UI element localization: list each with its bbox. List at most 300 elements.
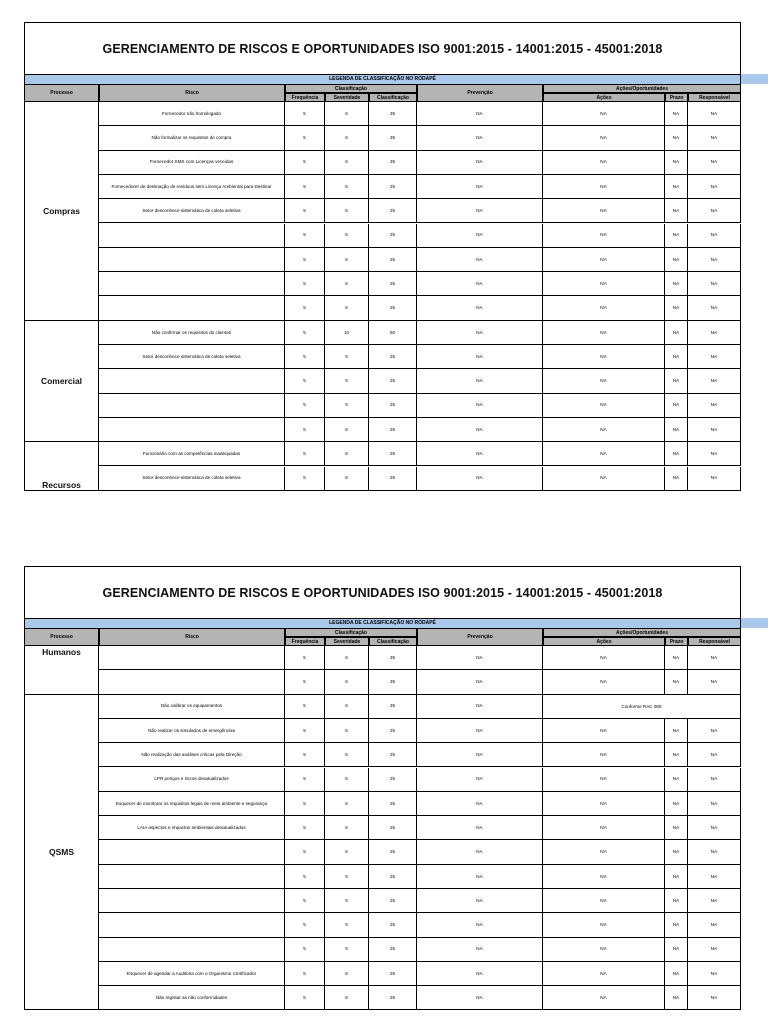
header-classificacao: Classificação	[285, 628, 417, 637]
cell-prazo: NA	[665, 151, 688, 175]
cell-frequencia: 5	[285, 126, 325, 150]
table-row	[24, 175, 741, 199]
cell-responsavel: NA	[688, 986, 741, 1010]
header-risco: Risco	[99, 84, 285, 102]
cell-prevencao: NA	[417, 442, 543, 466]
cell-severidade: 5	[325, 467, 369, 491]
cell-classificacao: 25	[369, 369, 417, 393]
cell-risco: Fornecedor não homologado	[99, 102, 285, 126]
cell-frequencia: 5	[285, 962, 325, 986]
table-row	[24, 719, 741, 743]
cell-classificacao: 25	[369, 646, 417, 670]
cell-prazo: NA	[665, 102, 688, 126]
cell-frequencia: 5	[285, 102, 325, 126]
table-row	[24, 840, 741, 864]
cell-acoes: NA	[543, 321, 665, 345]
cell-responsavel: NA	[688, 224, 741, 248]
cell-prazo: NA	[665, 224, 688, 248]
cell-risco	[99, 646, 285, 670]
table-row	[24, 938, 741, 962]
cell-acoes: NA	[543, 792, 665, 816]
table-row	[24, 646, 741, 670]
cell-acoes: NA	[543, 743, 665, 767]
cell-prazo: NA	[665, 467, 688, 491]
header-acoes-oportunidades: Ações/Oportunidades	[543, 84, 741, 93]
cell-acoes: NA	[543, 768, 665, 792]
cell-classificacao: 25	[369, 913, 417, 937]
cell-risco: Fornecedor SMS com Licenças vencidas	[99, 151, 285, 175]
cell-acoes: NA	[543, 962, 665, 986]
header-severidade: Severidade	[325, 637, 369, 646]
header-processo: Processo	[24, 84, 99, 102]
cell-risco	[99, 865, 285, 889]
cell-severidade: 5	[325, 175, 369, 199]
cell-prazo: NA	[665, 840, 688, 864]
cell-prevencao: NA	[417, 840, 543, 864]
title-box	[24, 566, 741, 618]
cell-responsavel: NA	[688, 743, 741, 767]
cell-classificacao: 25	[369, 938, 417, 962]
process-label: Humanos	[24, 646, 99, 695]
header-prazo: Prazo	[665, 637, 688, 646]
header-acoes: Ações	[543, 637, 665, 646]
header-frequencia: Frequência	[285, 637, 325, 646]
header-prevencao: Prevenção	[417, 628, 543, 646]
cell-acoes: NA	[543, 865, 665, 889]
page-title: GERENCIAMENTO DE RISCOS E OPORTUNIDADES ISO 9001:2015 - 14001:2015 - 45001:2018	[102, 585, 663, 600]
table-row	[24, 126, 741, 150]
cell-responsavel: NA	[688, 369, 741, 393]
cell-classificacao: 25	[369, 345, 417, 369]
cell-prazo: NA	[665, 199, 688, 223]
cell-prazo: NA	[665, 913, 688, 937]
cell-acoes: NA	[543, 442, 665, 466]
cell-prevencao: NA	[417, 986, 543, 1010]
cell-responsavel: NA	[688, 646, 741, 670]
cell-acoes: NA	[543, 102, 665, 126]
table-row	[24, 467, 741, 491]
cell-severidade: 5	[325, 272, 369, 296]
cell-prazo: NA	[665, 962, 688, 986]
cell-acoes: NA	[543, 816, 665, 840]
cell-prevencao: NA	[417, 394, 543, 418]
table-row	[24, 296, 741, 320]
table-row	[24, 248, 741, 272]
cell-prazo: NA	[665, 743, 688, 767]
cell-severidade: 5	[325, 248, 369, 272]
cell-acoes: NA	[543, 986, 665, 1010]
cell-classificacao: 25	[369, 199, 417, 223]
cell-responsavel: NA	[688, 394, 741, 418]
process-label: Compras	[24, 102, 99, 321]
cell-frequencia: 5	[285, 224, 325, 248]
cell-acoes: NA	[543, 199, 665, 223]
cell-frequencia: 5	[285, 646, 325, 670]
cell-classificacao: 25	[369, 151, 417, 175]
table-row	[24, 272, 741, 296]
cell-frequencia: 5	[285, 695, 325, 719]
cell-prevencao: NA	[417, 670, 543, 694]
cell-classificacao: 25	[369, 719, 417, 743]
cell-responsavel: NA	[688, 248, 741, 272]
cell-responsavel: NA	[688, 840, 741, 864]
legend-extension	[741, 618, 768, 628]
cell-classificacao: 25	[369, 670, 417, 694]
cell-severidade: 5	[325, 646, 369, 670]
cell-classificacao: 25	[369, 962, 417, 986]
cell-prevencao: NA	[417, 224, 543, 248]
cell-risco	[99, 369, 285, 393]
cell-frequencia: 5	[285, 345, 325, 369]
cell-acoes-merged: Conforme RAC 005	[543, 695, 741, 719]
cell-responsavel: NA	[688, 670, 741, 694]
cell-severidade: 5	[325, 816, 369, 840]
cell-severidade: 5	[325, 962, 369, 986]
cell-frequencia: 5	[285, 151, 325, 175]
cell-risco: Não calibrar os equipamentos	[99, 695, 285, 719]
cell-prazo: NA	[665, 986, 688, 1010]
cell-risco: LPR perigos e riscos desatualizados	[99, 768, 285, 792]
header-frequencia: Frequência	[285, 93, 325, 102]
cell-prevencao: NA	[417, 369, 543, 393]
cell-prazo: NA	[665, 442, 688, 466]
table-row	[24, 199, 741, 223]
cell-prevencao: NA	[417, 102, 543, 126]
legend-bar	[24, 74, 768, 84]
cell-frequencia: 5	[285, 913, 325, 937]
cell-severidade: 5	[325, 768, 369, 792]
cell-acoes: NA	[543, 151, 665, 175]
cell-prazo: NA	[665, 816, 688, 840]
legend-bar	[24, 618, 768, 628]
table-header	[24, 628, 741, 646]
cell-classificacao: 25	[369, 768, 417, 792]
cell-risco: Fornecedorer de destinação de resíduos sem Licença Ambiental para Destinar	[99, 175, 285, 199]
title-box	[24, 22, 741, 74]
cell-responsavel: NA	[688, 442, 741, 466]
cell-severidade: 5	[325, 442, 369, 466]
cell-responsavel: NA	[688, 151, 741, 175]
header-responsavel: Responsável	[688, 637, 741, 646]
cell-responsavel: NA	[688, 345, 741, 369]
cell-classificacao: 25	[369, 986, 417, 1010]
cell-classificacao: 25	[369, 467, 417, 491]
cell-classificacao: 25	[369, 296, 417, 320]
cell-prazo: NA	[665, 126, 688, 150]
cell-risco: Não confirmar os requisitos do clientes	[99, 321, 285, 345]
cell-prevencao: NA	[417, 175, 543, 199]
cell-prazo: NA	[665, 321, 688, 345]
table-row	[24, 418, 741, 442]
cell-prevencao: NA	[417, 962, 543, 986]
cell-classificacao: 25	[369, 418, 417, 442]
cell-frequencia: 5	[285, 394, 325, 418]
table-row	[24, 768, 741, 792]
cell-risco	[99, 296, 285, 320]
cell-risco: Setor desconhece sistemática de coleta seletiva	[99, 345, 285, 369]
cell-risco	[99, 913, 285, 937]
cell-prevencao: NA	[417, 151, 543, 175]
cell-frequencia: 5	[285, 272, 325, 296]
cell-acoes: NA	[543, 369, 665, 393]
header-responsavel: Responsável	[688, 93, 741, 102]
cell-prevencao: NA	[417, 126, 543, 150]
cell-frequencia: 5	[285, 248, 325, 272]
cell-acoes: NA	[543, 840, 665, 864]
cell-prevencao: NA	[417, 248, 543, 272]
cell-severidade: 5	[325, 986, 369, 1010]
cell-responsavel: NA	[688, 175, 741, 199]
cell-severidade: 5	[325, 199, 369, 223]
cell-acoes: NA	[543, 467, 665, 491]
cell-frequencia: 5	[285, 719, 325, 743]
cell-responsavel: NA	[688, 467, 741, 491]
cell-risco	[99, 889, 285, 913]
cell-prevencao: NA	[417, 321, 543, 345]
cell-frequencia: 5	[285, 865, 325, 889]
cell-classificacao: 25	[369, 442, 417, 466]
cell-classificacao: 25	[369, 224, 417, 248]
cell-classificacao: 25	[369, 840, 417, 864]
table-row	[24, 865, 741, 889]
cell-severidade: 5	[325, 151, 369, 175]
cell-prazo: NA	[665, 792, 688, 816]
table-row	[24, 442, 741, 466]
cell-classificacao: 25	[369, 272, 417, 296]
cell-prazo: NA	[665, 369, 688, 393]
cell-prevencao: NA	[417, 768, 543, 792]
cell-prevencao: NA	[417, 938, 543, 962]
cell-classificacao: 25	[369, 248, 417, 272]
cell-responsavel: NA	[688, 816, 741, 840]
cell-frequencia: 5	[285, 467, 325, 491]
table-row	[24, 962, 741, 986]
cell-responsavel: NA	[688, 418, 741, 442]
cell-prevencao: NA	[417, 695, 543, 719]
process-label: QSMS	[24, 695, 99, 1011]
cell-risco	[99, 418, 285, 442]
cell-severidade: 5	[325, 889, 369, 913]
cell-frequencia: 5	[285, 369, 325, 393]
cell-classificacao: 25	[369, 126, 417, 150]
cell-responsavel: NA	[688, 719, 741, 743]
cell-prevencao: NA	[417, 865, 543, 889]
cell-prazo: NA	[665, 394, 688, 418]
cell-severidade: 5	[325, 938, 369, 962]
cell-prevencao: NA	[417, 199, 543, 223]
cell-prazo: NA	[665, 296, 688, 320]
table-header	[24, 84, 741, 102]
cell-prazo: NA	[665, 670, 688, 694]
cell-responsavel: NA	[688, 321, 741, 345]
table-row	[24, 102, 741, 126]
cell-severidade: 10	[325, 321, 369, 345]
legend-text: LEGENDA DE CLASSIFICAÇÃO NO RODAPÉ	[24, 618, 741, 628]
table-row	[24, 321, 741, 345]
cell-frequencia: 5	[285, 743, 325, 767]
cell-responsavel: NA	[688, 272, 741, 296]
cell-severidade: 5	[325, 670, 369, 694]
cell-prazo: NA	[665, 345, 688, 369]
cell-prazo: NA	[665, 719, 688, 743]
cell-frequencia: 5	[285, 792, 325, 816]
cell-acoes: NA	[543, 126, 665, 150]
cell-prevencao: NA	[417, 719, 543, 743]
cell-severidade: 5	[325, 126, 369, 150]
cell-frequencia: 5	[285, 670, 325, 694]
cell-classificacao: 25	[369, 394, 417, 418]
table-row	[24, 986, 741, 1010]
cell-acoes: NA	[543, 345, 665, 369]
cell-prazo: NA	[665, 865, 688, 889]
cell-prevencao: NA	[417, 913, 543, 937]
cell-responsavel: NA	[688, 102, 741, 126]
cell-acoes: NA	[543, 248, 665, 272]
cell-frequencia: 5	[285, 938, 325, 962]
cell-severidade: 5	[325, 719, 369, 743]
cell-responsavel: NA	[688, 126, 741, 150]
sheet-page-2	[0, 566, 768, 1024]
cell-frequencia: 5	[285, 442, 325, 466]
cell-prevencao: NA	[417, 467, 543, 491]
cell-prazo: NA	[665, 646, 688, 670]
cell-acoes: NA	[543, 296, 665, 320]
legend-text: LEGENDA DE CLASSIFICAÇÃO NO RODAPÉ	[24, 74, 741, 84]
cell-prevencao: NA	[417, 816, 543, 840]
cell-risco	[99, 394, 285, 418]
cell-severidade: 5	[325, 224, 369, 248]
cell-prevencao: NA	[417, 345, 543, 369]
cell-frequencia: 5	[285, 986, 325, 1010]
cell-responsavel: NA	[688, 913, 741, 937]
header-acoes: Ações	[543, 93, 665, 102]
cell-classificacao: 25	[369, 743, 417, 767]
cell-risco: Esquecer de agendar a Auditoria com o Organismo Certificador	[99, 962, 285, 986]
header-severidade: Severidade	[325, 93, 369, 102]
cell-acoes: NA	[543, 394, 665, 418]
header-risco: Risco	[99, 628, 285, 646]
cell-responsavel: NA	[688, 792, 741, 816]
cell-risco: Setor desconhece sistemática de coleta seletiva	[99, 199, 285, 223]
cell-risco: Funcionário com as competências inadequadas	[99, 442, 285, 466]
cell-frequencia: 5	[285, 889, 325, 913]
cell-prazo: NA	[665, 175, 688, 199]
cell-severidade: 5	[325, 743, 369, 767]
cell-severidade: 5	[325, 913, 369, 937]
cell-responsavel: NA	[688, 768, 741, 792]
cell-severidade: 5	[325, 394, 369, 418]
table-row	[24, 913, 741, 937]
table-row	[24, 394, 741, 418]
page-title: GERENCIAMENTO DE RISCOS E OPORTUNIDADES ISO 9001:2015 - 14001:2015 - 45001:2018	[102, 41, 663, 56]
cell-prevencao: NA	[417, 889, 543, 913]
cell-severidade: 5	[325, 792, 369, 816]
cell-severidade: 5	[325, 369, 369, 393]
cell-acoes: NA	[543, 175, 665, 199]
cell-risco: Não realização das análises críticas pela Direção	[99, 743, 285, 767]
cell-risco	[99, 670, 285, 694]
cell-severidade: 5	[325, 418, 369, 442]
cell-risco	[99, 224, 285, 248]
cell-severidade: 5	[325, 840, 369, 864]
cell-acoes: NA	[543, 938, 665, 962]
cell-risco: Não registar as não conformidades	[99, 986, 285, 1010]
cell-severidade: 5	[325, 345, 369, 369]
cell-responsavel: NA	[688, 938, 741, 962]
cell-frequencia: 5	[285, 768, 325, 792]
cell-prazo: NA	[665, 938, 688, 962]
cell-acoes: NA	[543, 418, 665, 442]
cell-risco: LAIA aspectos e impactos ambientais desatualizados	[99, 816, 285, 840]
cell-acoes: NA	[543, 913, 665, 937]
cell-prazo: NA	[665, 889, 688, 913]
cell-prazo: NA	[665, 768, 688, 792]
cell-risco	[99, 272, 285, 296]
header-classificacao: Classificação	[285, 84, 417, 93]
cell-classificacao: 25	[369, 816, 417, 840]
cell-responsavel: NA	[688, 962, 741, 986]
table-row	[24, 224, 741, 248]
table-row	[24, 743, 741, 767]
table-row	[24, 670, 741, 694]
cell-prevencao: NA	[417, 743, 543, 767]
cell-prevencao: NA	[417, 418, 543, 442]
cell-acoes: NA	[543, 719, 665, 743]
cell-acoes: NA	[543, 889, 665, 913]
cell-frequencia: 5	[285, 296, 325, 320]
cell-severidade: 5	[325, 865, 369, 889]
header-processo: Processo	[24, 628, 99, 646]
cell-frequencia: 5	[285, 321, 325, 345]
cell-responsavel: NA	[688, 865, 741, 889]
sheet-page-1	[0, 22, 768, 509]
cell-acoes: NA	[543, 272, 665, 296]
cell-classificacao: 25	[369, 865, 417, 889]
table-row	[24, 816, 741, 840]
table-row	[24, 345, 741, 369]
cell-acoes: NA	[543, 646, 665, 670]
cell-classificacao: 50	[369, 321, 417, 345]
cell-risco: Esquecer de monitorar os requisitos legais de meio ambiente e segurança	[99, 792, 285, 816]
cell-severidade: 5	[325, 102, 369, 126]
cell-severidade: 5	[325, 296, 369, 320]
cell-frequencia: 5	[285, 199, 325, 223]
cell-classificacao: 25	[369, 695, 417, 719]
cell-prevencao: NA	[417, 792, 543, 816]
cell-risco: Setor desconhece sistemática de coleta seletiva	[99, 467, 285, 491]
cell-classificacao: 25	[369, 889, 417, 913]
cell-prevencao: NA	[417, 272, 543, 296]
process-label: Recursos	[24, 442, 99, 491]
header-classificacao-sub: Classificação	[369, 637, 417, 646]
header-classificacao-sub: Classificação	[369, 93, 417, 102]
cell-prevencao: NA	[417, 296, 543, 320]
cell-classificacao: 25	[369, 102, 417, 126]
cell-frequencia: 5	[285, 175, 325, 199]
table-row	[24, 889, 741, 913]
cell-risco: Não formalizar os requisitos de compra	[99, 126, 285, 150]
cell-responsavel: NA	[688, 296, 741, 320]
cell-acoes: NA	[543, 224, 665, 248]
cell-prevencao: NA	[417, 646, 543, 670]
table-row	[24, 695, 741, 719]
cell-responsavel: NA	[688, 889, 741, 913]
header-prazo: Prazo	[665, 93, 688, 102]
cell-classificacao: 25	[369, 175, 417, 199]
cell-frequencia: 5	[285, 418, 325, 442]
cell-prazo: NA	[665, 418, 688, 442]
process-label: Comercial	[24, 321, 99, 443]
